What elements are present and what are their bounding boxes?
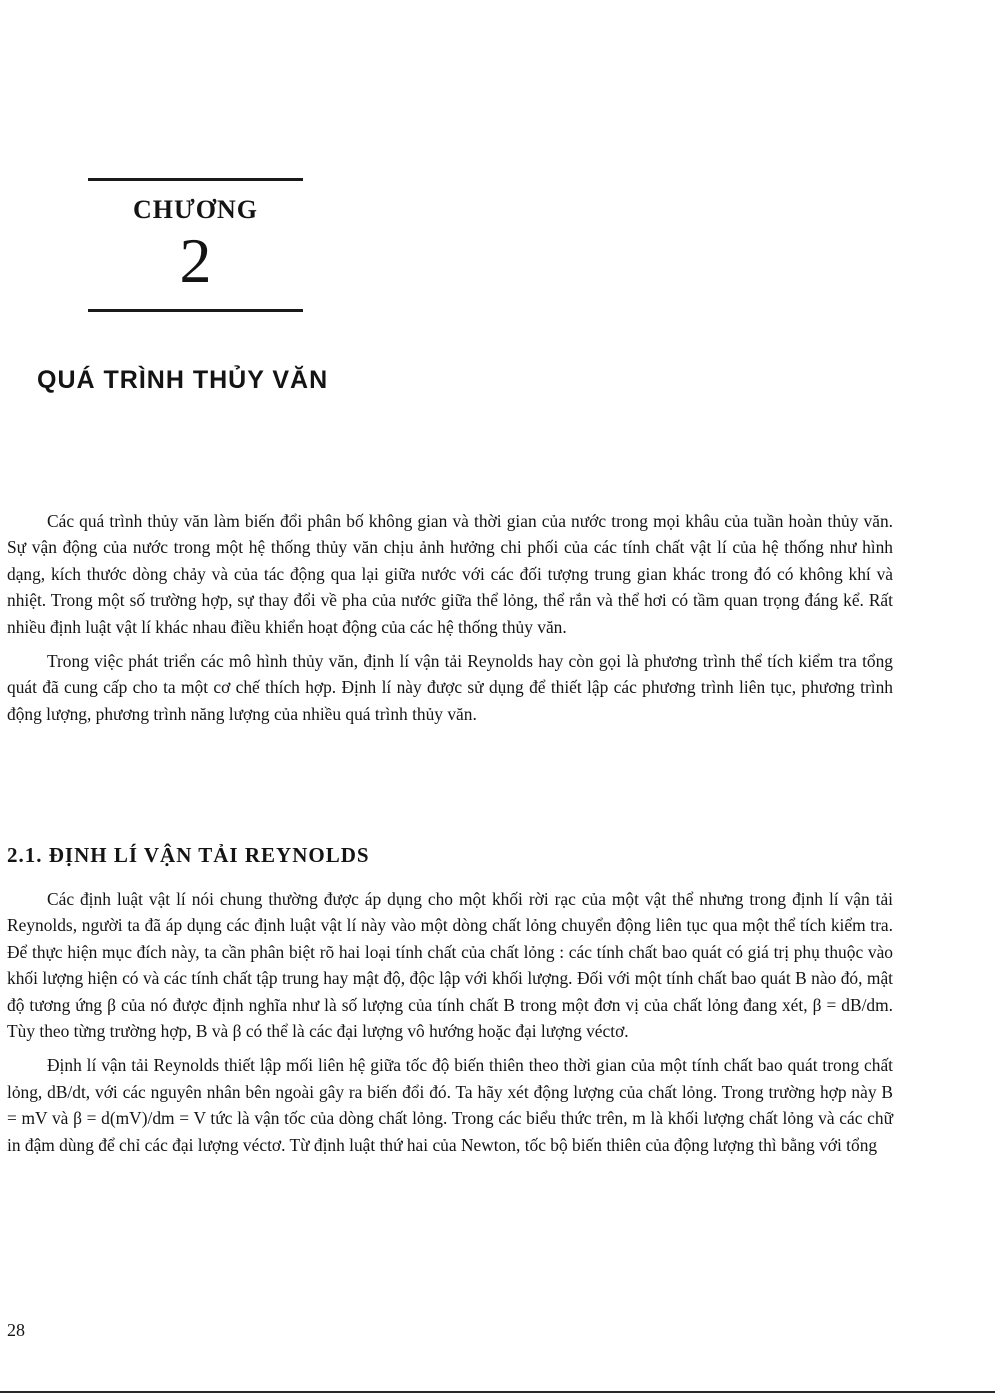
section-heading: 2.1. ĐỊNH LÍ VẬN TẢI REYNOLDS bbox=[7, 843, 370, 867]
section-paragraph-2: Định lí vận tải Reynolds thiết lập mối liên hệ giữa tốc độ biến thiên theo thời gian của một tính chất bao quát trong chất lỏng, dB/dt, với các nguyên nhân bên ngoài gây ra biến đổi đó. Ta hãy xét động lượng của chất lỏng. Trong trường hợp này B = mV và β = d(mV)/dm = V tức là vận tốc của dòng chất lỏng. Trong các biểu thức trên, m là khối lượng chất lỏng và các chữ in đậm dùng để chỉ các đại lượng véctơ. Từ định luật thứ hai của Newton, tốc bộ biến thiên của động lượng thì bằng với tổng bbox=[7, 1055, 893, 1155]
chapter-number: 2 bbox=[179, 225, 212, 296]
intro-text bbox=[7, 508, 893, 735]
section-text bbox=[7, 886, 893, 1166]
intro-paragraph-1: Các quá trình thủy văn làm biến đổi phân bố không gian và thời gian của nước trong mọi khâu của tuần hoàn thủy văn. Sự vận động của nước trong một hệ thống thủy văn chịu ảnh hưởng chi phối của các tính chất vật lí của hệ thống như hình dạng, kích thước dòng chảy và của tác động qua lại giữa nước với các đối tượng trung gian khác trong đó có không khí và nhiệt. Trong một số trường hợp, sự thay đổi về pha của nước giữa thể lỏng, thể rắn và thể hơi có tầm quan trọng đáng kể. Rất nhiều định luật vật lí khác nhau điều khiển hoạt động của các hệ thống thủy văn. bbox=[7, 511, 893, 637]
chapter-top-rule bbox=[88, 178, 303, 181]
intro-paragraph-2: Trong việc phát triển các mô hình thủy văn, định lí vận tải Reynolds hay còn gọi là phương trình thể tích kiểm tra tổng quát đã cung cấp cho ta một cơ chế thích hợp. Định lí này được sử dụng để thiết lập các phương trình liên tục, phương trình động lượng, phương trình năng lượng của nhiều quá trình thủy văn. bbox=[7, 651, 893, 724]
chapter-header bbox=[88, 178, 303, 312]
chapter-label: CHƯƠNG bbox=[133, 195, 258, 224]
chapter-title: QUÁ TRÌNH THỦY VĂN bbox=[37, 366, 329, 394]
page-bottom-rule bbox=[0, 1391, 995, 1393]
section-paragraph-1: Các định luật vật lí nói chung thường được áp dụng cho một khối rời rạc của một vật thể nhưng trong định lí vận tải Reynolds, người ta đã áp dụng các định luật vật lí này vào một dòng chất lỏng chuyển động liên tục qua một thể tích kiểm tra. Để thực hiện mục đích này, ta cần phân biệt rõ hai loại tính chất của chất lỏng : các tính chất bao quát có giá trị phụ thuộc vào khối lượng hiện có và các tính chất tập trung hay mật độ, độc lập với khối lượng. Đối với một tính chất bao quát B nào đó, mật độ tương ứng β của nó được định nghĩa như là số lượng của tính chất B trong một đơn vị của chất lỏng đang xét, β = dB/dm. Tùy theo từng trường hợp, B và β có thể là các đại lượng vô hướng hoặc đại lượng véctơ. bbox=[7, 889, 893, 1042]
page-number: 28 bbox=[7, 1320, 25, 1340]
chapter-bottom-rule bbox=[88, 309, 303, 312]
